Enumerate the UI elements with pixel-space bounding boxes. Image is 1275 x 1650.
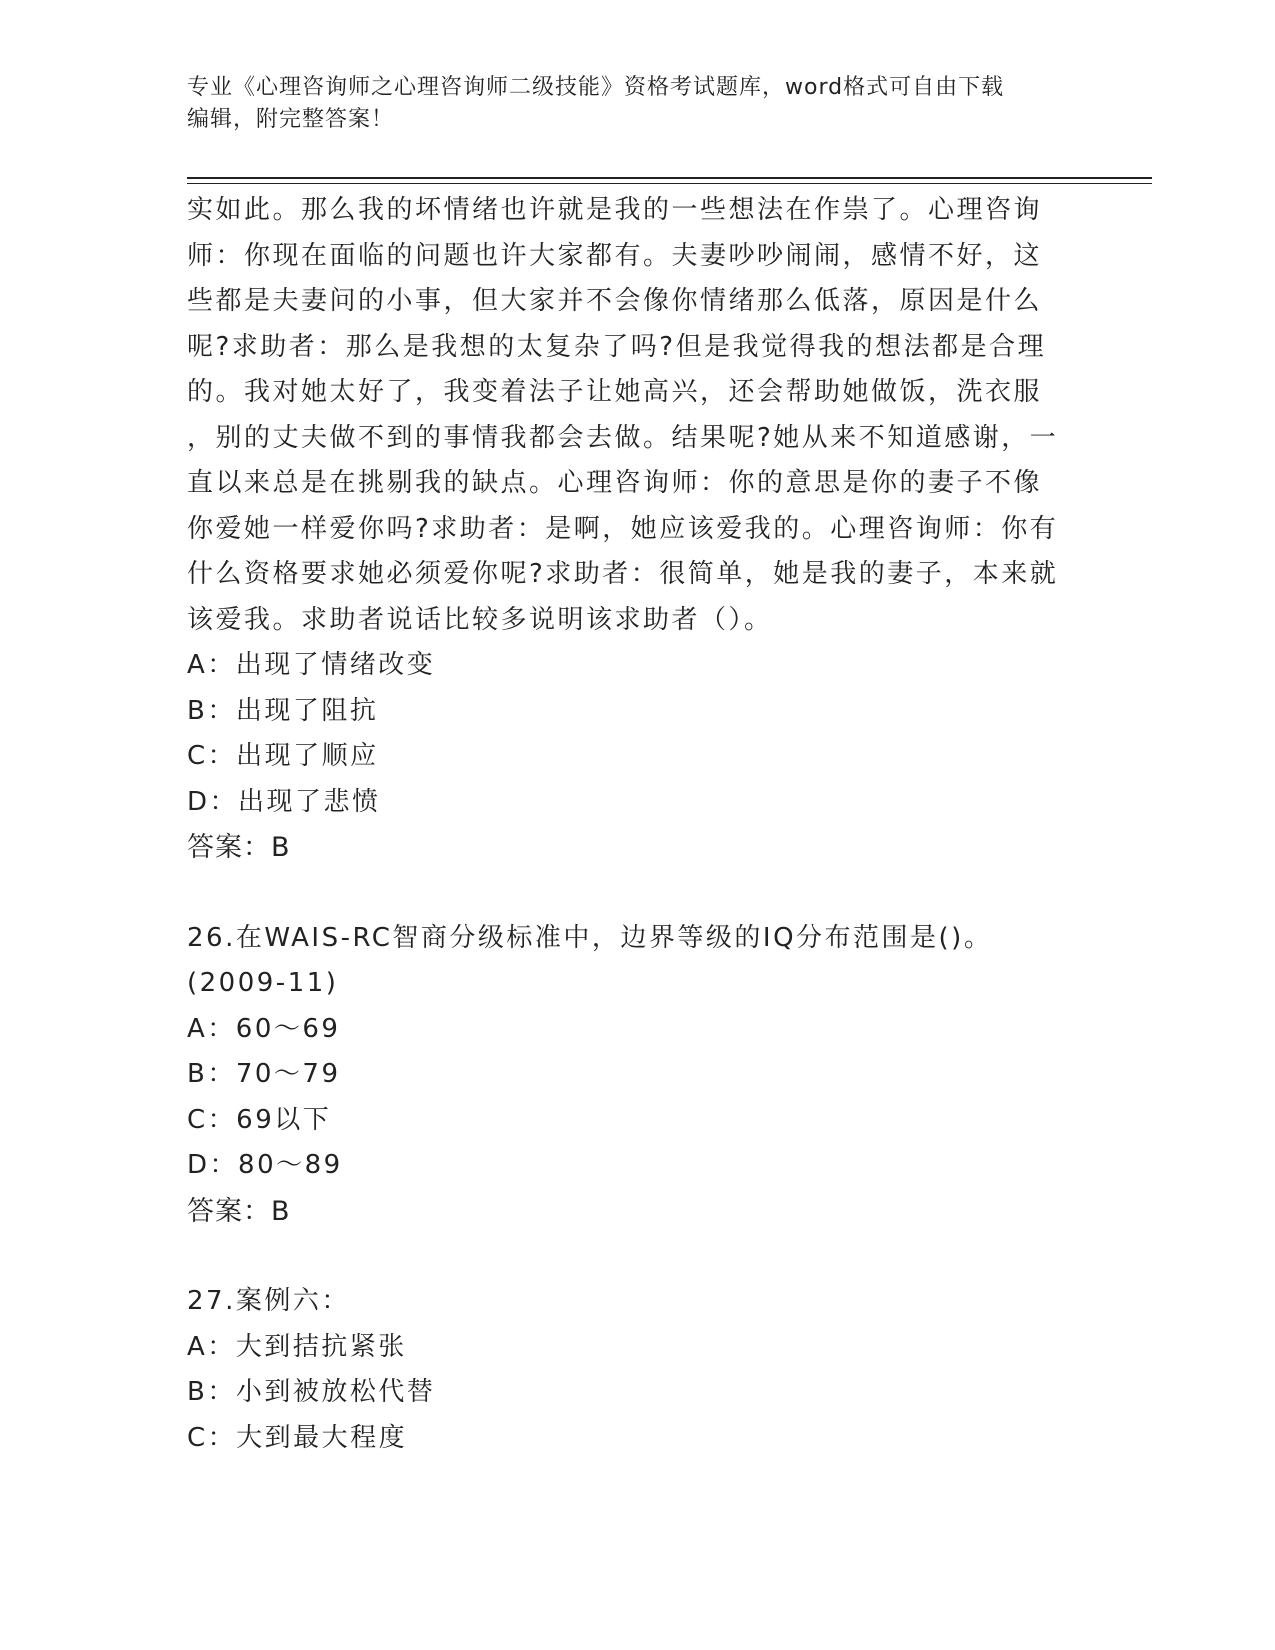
option-a: A：60～69	[187, 1013, 341, 1044]
option-b: B：出现了阻抗	[187, 695, 379, 726]
header-divider-thin	[187, 183, 1152, 184]
question-date: (2009-11)	[187, 968, 339, 998]
option-d: D：出现了悲愤	[187, 786, 381, 817]
option-a: A：出现了情绪改变	[187, 650, 436, 680]
question-text-line: 师：你现在面临的问题也许大家都有。夫妻吵吵闹闹，感情不好，这	[187, 240, 1043, 271]
question-text-line: 的。我对她太好了，我变着法子让她高兴，还会帮助她做饭，洗衣服	[187, 377, 1043, 407]
question-text-line: 什么资格要求她必须爱你呢?求助者：很简单，她是我的妻子，本来就	[187, 559, 1059, 589]
question-text-line: ，别的丈夫做不到的事情我都会去做。结果呢?她从来不知道感谢，一	[187, 422, 1059, 453]
option-c: C：出现了顺应	[187, 741, 379, 771]
spacer	[187, 871, 1067, 916]
page-header	[187, 72, 1067, 136]
header-line-2: 编辑，附完整答案！	[187, 107, 395, 132]
question-text-line: 该爱我。求助者说话比较多说明该求助者（）。	[187, 604, 773, 635]
question-27	[187, 1279, 1067, 1461]
spacer	[187, 1234, 1067, 1279]
option-d: D：80～89	[187, 1150, 343, 1180]
question-title: 26.在WAIS-RC智商分级标准中，边界等级的IQ分布范围是()。	[187, 922, 993, 953]
header-divider-thick	[187, 177, 1152, 179]
question-text-line: 你爱她一样爱你吗?求助者：是啊，她应该爱我的。心理咨询师：你有	[187, 513, 1059, 544]
option-c: C：大到最大程度	[187, 1422, 408, 1453]
question-text-line: 直以来总是在挑剔我的缺点。心理咨询师：你的意思是你的妻子不像	[187, 468, 1043, 498]
option-a: A：大到拮抗紧张	[187, 1331, 407, 1362]
document-body	[187, 188, 1067, 1461]
question-25	[187, 188, 1067, 871]
question-text-line: 些都是夫妻问的小事，但大家并不会像你情绪那么低落，原因是什么	[187, 286, 1043, 316]
answer: 答案：B	[187, 1195, 291, 1227]
answer: 答案：B	[187, 832, 291, 863]
question-title: 27.案例六：	[187, 1286, 350, 1316]
header-line-1: 专业《心理咨询师之心理咨询师二级技能》资格考试题库，word格式可自由下载	[187, 75, 1005, 100]
option-b: B：小到被放松代替	[187, 1377, 436, 1407]
option-c: C：69以下	[187, 1104, 332, 1135]
option-b: B：70～79	[187, 1059, 341, 1089]
question-text-line: 实如此。那么我的坏情绪也许就是我的一些想法在作祟了。心理咨询	[187, 195, 1043, 225]
question-text-line: 呢?求助者：那么是我想的太复杂了吗?但是我觉得我的想法都是合理	[187, 331, 1047, 362]
question-26	[187, 916, 1067, 1235]
